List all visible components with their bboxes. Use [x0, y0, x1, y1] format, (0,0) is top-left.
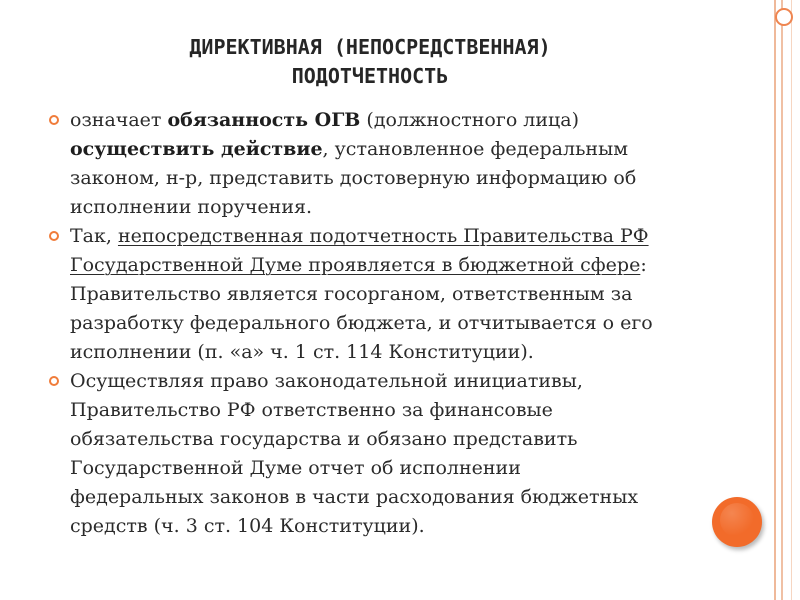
text-run: означает: [70, 109, 168, 131]
underlined-text: Государственной Думе проявляется в бюджетной сфере: [70, 254, 641, 276]
text-line: [70, 135, 737, 164]
slide-title: [55, 33, 685, 91]
text-line: средств (ч. 3 ст. 104 Конституции).: [70, 515, 425, 537]
text-line: [70, 251, 737, 280]
bullet-list: [47, 106, 737, 541]
text-line: законом, н-р, представить достоверную информацию об: [70, 167, 637, 189]
decorative-ring: [775, 8, 793, 26]
text-line: Государственной Думе отчет об исполнении: [70, 457, 521, 479]
text-line: Правительство РФ ответственно за финансовые: [70, 399, 553, 421]
bullet-item: [47, 106, 737, 222]
text-run: :: [640, 254, 647, 276]
text-line: [70, 222, 737, 251]
bold-text: обязанность ОГВ: [167, 109, 361, 131]
text-line: Осуществляя право законодательной инициативы,: [70, 370, 583, 392]
text-line: [70, 106, 737, 135]
decorative-stripe: [781, 0, 783, 600]
text-line: исполнении (п. «а» ч. 1 ст. 114 Конституции).: [70, 341, 534, 363]
text-line: федеральных законов в части расходования бюджетных: [70, 486, 639, 508]
text-line: обязательства государства и обязано представить: [70, 428, 578, 450]
text-line: Правительство является госорганом, ответственным за: [70, 283, 633, 305]
text-run: , установленное федеральным: [322, 138, 628, 160]
bold-text: осуществить действие: [70, 138, 323, 160]
bullet-item: [47, 222, 737, 367]
text-run: Так,: [70, 225, 118, 247]
slide-title-line-1: ДИРЕКТИВНАЯ (НЕПОСРЕДСТВЕННАЯ): [189, 35, 551, 59]
bullet-ring-icon: [49, 115, 59, 125]
bullet-item: [47, 367, 737, 541]
slide-title-line-2: ПОДОТЧЕТНОСТЬ: [291, 64, 449, 88]
text-line: исполнении поручения.: [70, 196, 313, 218]
bullet-ring-icon: [49, 376, 59, 386]
underlined-text: непосредственная подотчетность Правительства РФ: [117, 225, 649, 247]
bullet-ring-icon: [49, 231, 59, 241]
text-run: (должностного лица): [360, 109, 579, 131]
decorative-stripe: [791, 0, 792, 600]
decorative-stripe: [774, 0, 776, 600]
text-line: разработку федерального бюджета, и отчитывается о его: [70, 312, 653, 334]
